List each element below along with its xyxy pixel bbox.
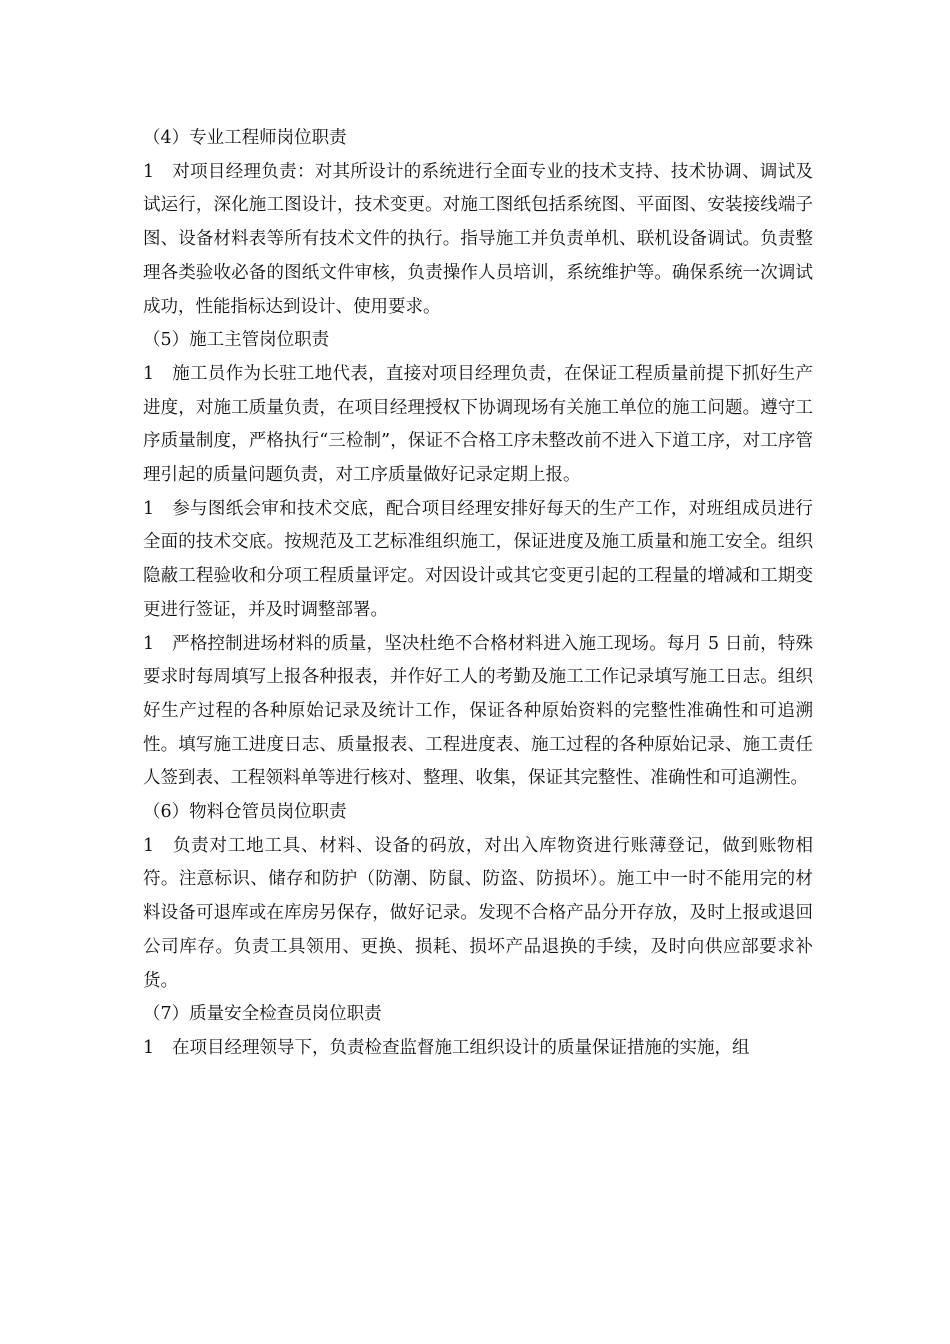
bullet-marker: 1 [143,363,155,384]
bullet-marker: 1 [143,498,155,519]
section-heading-4: （4）专业工程师岗位职责 [143,128,347,148]
section-4-paragraph-1 [143,156,813,325]
paragraph-text: 施工员作为长驻工地代表，直接对项目经理负责，在保证工程质量前提下抓好生产进度，对施工质量负责，在项目经理授权下协调现场有关施工单位的施工问题。遵守工序质量制度，严格执行“三检制”，保证不合格工序未整改前不进入下道工序，对工序管理引起的质量问题负责，对工序质量做好记录定期上报。 [143,363,813,486]
section-heading-6: （6）物料仓管员岗位职责 [143,802,347,823]
section-6-paragraph-1 [143,830,813,999]
section-7-paragraph-1 [143,1032,813,1066]
bullet-marker: 1 [143,1037,155,1058]
section-5-paragraph-3 [143,628,813,797]
document-body [143,122,813,1066]
section-5-paragraph-2 [143,493,813,628]
paragraph-text: 严格控制进场材料的质量，坚决杜绝不合格材料进入施工现场。每月 5 日前，特殊要求时每周填写上报各种报表，并作好工人的考勤及施工工作记录填写施工日志。组织好生产过程的各种原始记录及统计工作，保证各种原始资料的完整性准确性和可追溯性。填写施工进度日志、质量报表、工程进度表、施工过程的各种原始记录、施工责任人签到表、工程领料单等进行核对、整理、收集，保证其完整性、准确性和可追溯性。 [143,633,813,789]
bullet-marker: 1 [143,835,155,856]
bullet-marker: 1 [143,161,155,182]
paragraph-text: 对项目经理负责：对其所设计的系统进行全面专业的技术支持、技术协调、调试及试运行，深化施工图设计，技术变更。对施工图纸包括系统图、平面图、安装接线端子图、设备材料表等所有技术文件的执行。指导施工并负责单机、联机设备调试。负责整理各类验收必备的图纸文件审核，负责操作人员培训，系统维护等。确保系统一次调试成功，性能指标达到设计、使用要求。 [143,161,813,317]
section-heading-7: （7）质量安全检查员岗位职责 [143,1004,382,1025]
paragraph-text: 参与图纸会审和技术交底，配合项目经理安排好每天的生产工作，对班组成员进行全面的技术交底。按规范及工艺标准组织施工，保证进度及施工质量和施工安全。组织隐蔽工程验收和分项工程质量评定。对因设计或其它变更引起的工程量的增减和工期变更进行签证，并及时调整部署。 [143,498,813,620]
paragraph-text: 在项目经理领导下，负责检查监督施工组织设计的质量保证措施的实施，组 [172,1037,750,1058]
bullet-marker: 1 [143,633,155,654]
section-5-paragraph-1 [143,358,813,493]
paragraph-text: 负责对工地工具、材料、设备的码放，对出入库物资进行账薄登记，做到账物相符。注意标识、储存和防护（防潮、防鼠、防盗、防损坏）。施工中一时不能用完的材料设备可退库或在库房另保存，做好记录。发现不合格产品分开存放，及时上报或退回公司库存。负责工具领用、更换、损耗、损坏产品退换的手续，及时向供应部要求补货。 [143,835,813,991]
section-heading-5: （5）施工主管岗位职责 [143,330,330,351]
